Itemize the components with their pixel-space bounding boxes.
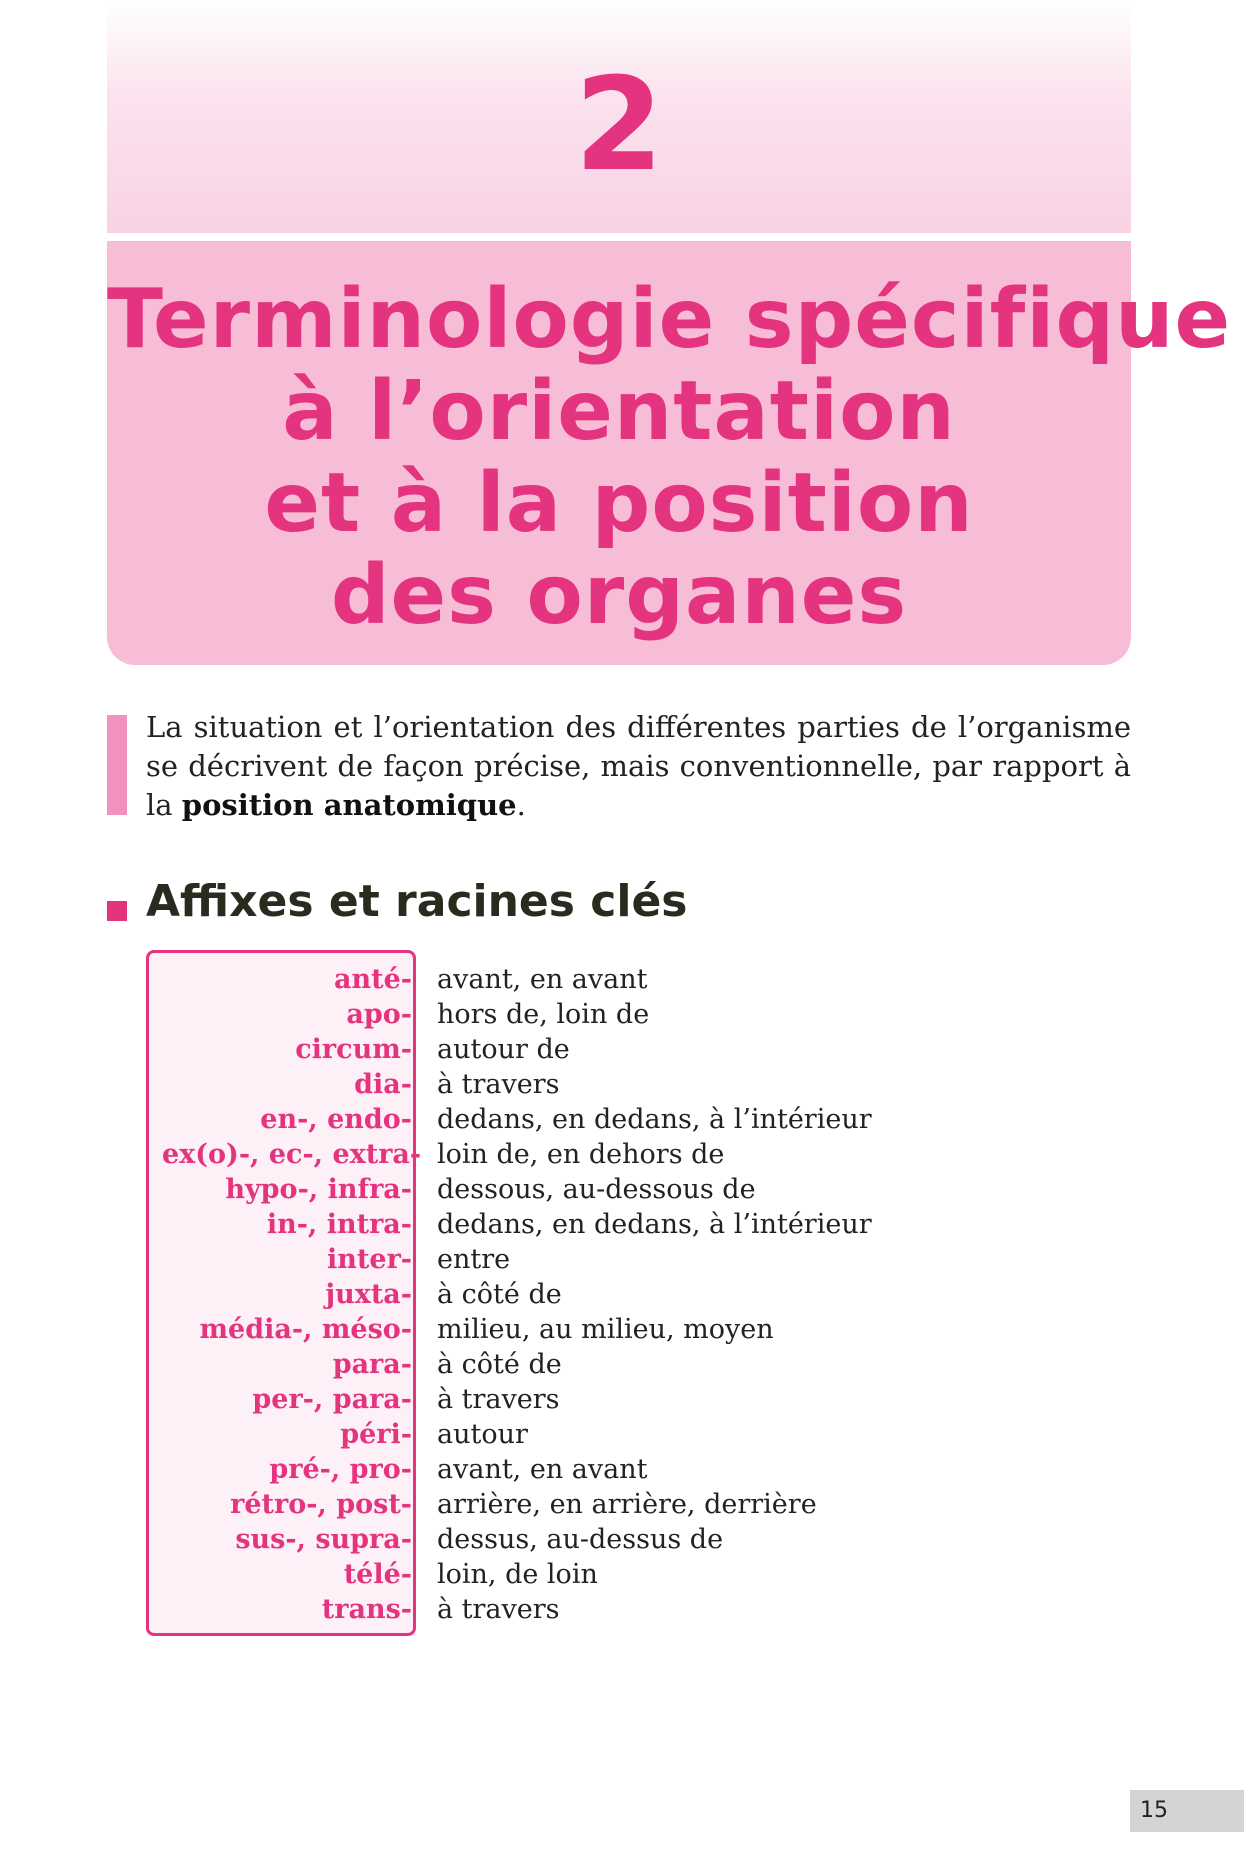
affix-row: [146, 1242, 1046, 1277]
chapter-title-line: et à la position: [264, 456, 974, 551]
affix-meaning: dedans, en dedans, à l’intérieur: [437, 1209, 872, 1240]
affix-term: pré-, pro-: [269, 1454, 412, 1485]
affix-term: para-: [332, 1349, 412, 1380]
affix-meaning: loin de, en dehors de: [437, 1139, 725, 1170]
affix-meaning: arrière, en arrière, derrière: [437, 1489, 817, 1520]
affix-meaning: avant, en avant: [437, 1454, 648, 1485]
affix-meaning: entre: [437, 1244, 511, 1275]
affix-row: [146, 1592, 1046, 1627]
page-number-tab: [1130, 1790, 1244, 1832]
affix-row: [146, 1172, 1046, 1207]
affix-term: apo-: [346, 999, 412, 1030]
chapter-number-band: [107, 0, 1131, 233]
section-heading: Affixes et racines clés: [146, 876, 688, 927]
affix-term: télé-: [343, 1559, 412, 1590]
intro-accent-bar: [107, 715, 127, 815]
affix-meaning: milieu, au milieu, moyen: [437, 1314, 774, 1345]
chapter-title-line: à l’orientation: [282, 364, 956, 459]
affix-meaning: à travers: [437, 1069, 560, 1100]
affix-row: [146, 997, 1046, 1032]
affix-meaning: loin, de loin: [437, 1559, 598, 1590]
intro-paragraph: [146, 708, 1131, 825]
affix-meaning: à côté de: [437, 1349, 562, 1380]
intro-text-end: .: [516, 788, 526, 822]
section-bullet-icon: [107, 901, 127, 921]
page-number: 15: [1140, 1798, 1168, 1823]
affix-row: [146, 1487, 1046, 1522]
affix-term: média-, méso-: [199, 1314, 412, 1345]
affix-meaning: à travers: [437, 1384, 560, 1415]
affix-row: [146, 962, 1046, 997]
affix-row: [146, 1382, 1046, 1417]
affix-term: dia-: [354, 1069, 412, 1100]
affix-row: [146, 1207, 1046, 1242]
affix-row: [146, 1557, 1046, 1592]
affix-term: anté-: [334, 964, 412, 995]
affix-meaning: autour de: [437, 1034, 570, 1065]
chapter-title-line: Terminologie spécifique: [107, 272, 1232, 367]
affix-row: [146, 1312, 1046, 1347]
chapter-title-box: [107, 241, 1232, 665]
affix-meaning: dessous, au-dessous de: [437, 1174, 756, 1205]
affix-row: [146, 1522, 1046, 1557]
intro-bold-term: position anatomique: [181, 788, 517, 822]
affix-meaning: autour: [437, 1419, 528, 1450]
intro-text: La situation et l’orientation des différentes parties de l’organisme se décrivent de façon précise, mais conventionnelle, par rapport à la: [146, 710, 1131, 822]
affix-term: ex(o)-, ec-, extra-: [162, 1139, 422, 1170]
affix-row: [146, 1067, 1046, 1102]
affix-meaning: dessus, au-dessus de: [437, 1524, 724, 1555]
affix-term: juxta-: [325, 1279, 412, 1310]
affix-table: [146, 962, 1046, 1627]
affix-term: péri-: [340, 1419, 412, 1450]
affix-row: [146, 1452, 1046, 1487]
affix-term: sus-, supra-: [235, 1524, 412, 1555]
affix-meaning: avant, en avant: [437, 964, 648, 995]
affix-row: [146, 1102, 1046, 1137]
chapter-number: 2: [574, 51, 664, 200]
affix-meaning: hors de, loin de: [437, 999, 650, 1030]
affix-meaning: dedans, en dedans, à l’intérieur: [437, 1104, 872, 1135]
affix-row: [146, 1277, 1046, 1312]
affix-row: [146, 1137, 1046, 1172]
chapter-title-line: des organes: [330, 548, 908, 643]
affix-term: trans-: [321, 1594, 412, 1625]
affix-term: per-, para-: [252, 1384, 412, 1415]
affix-row: [146, 1417, 1046, 1452]
affix-meaning: à côté de: [437, 1279, 562, 1310]
affix-term: en-, endo-: [260, 1104, 412, 1135]
affix-row: [146, 1032, 1046, 1067]
affix-meaning: à travers: [437, 1594, 560, 1625]
affix-term: inter-: [327, 1244, 412, 1275]
affix-term: hypo-, infra-: [225, 1174, 412, 1205]
affix-term: circum-: [295, 1034, 412, 1065]
affix-term: in-, intra-: [266, 1209, 412, 1240]
affix-row: [146, 1347, 1046, 1382]
affix-term: rétro-, post-: [230, 1489, 412, 1520]
